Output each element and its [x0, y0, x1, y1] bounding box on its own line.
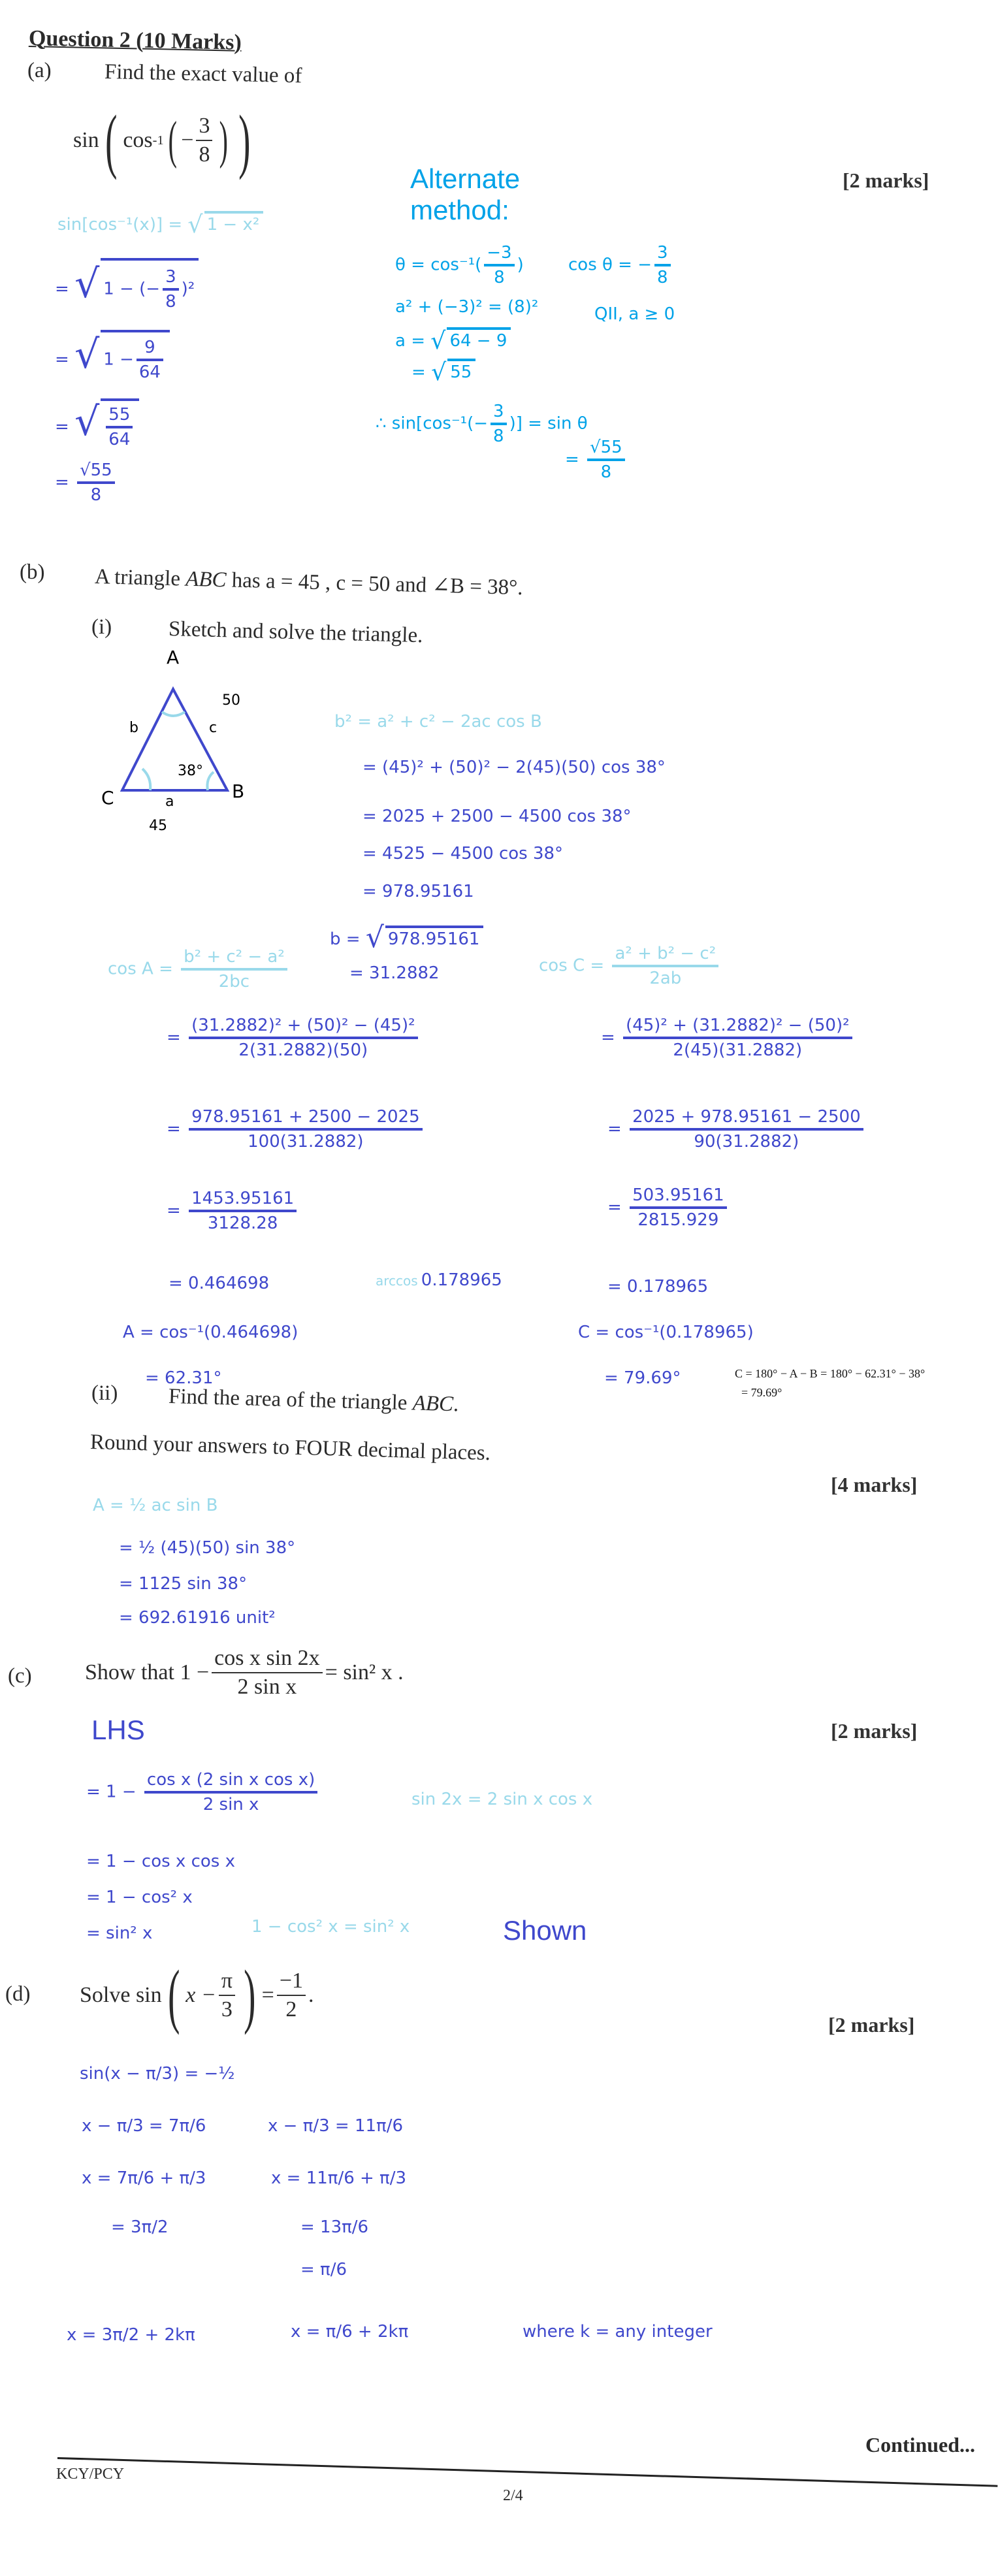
angle-a-inverse: A = cos⁻¹(0.464698) [123, 1323, 298, 1342]
alternate-method-heading: Alternate method: [410, 163, 521, 225]
cos-a-step-1: = $\frac{\text{(31.2882)² + (50)² − (45)²}}{2(31.2882)(50)}$ [167, 1016, 421, 1060]
cos-c-step-3: = $\frac{503.95161}{2815.929}$ [607, 1185, 730, 1230]
loc-step-1: = (45)² + (50)² − 2(45)(50) cos 38° [362, 758, 666, 777]
loc-step-4: = 978.95161 [362, 882, 474, 901]
law-of-cosines-formula: b² = a² + c² − 2ac cos B [334, 712, 542, 732]
part-d-first-line: sin(x − π/3) = −½ [80, 2064, 235, 2084]
angle-c-result: = 79.69° [604, 1368, 681, 1388]
fraction: $\frac{3}{8}$ [196, 114, 212, 167]
cos-c-value: = 0.178965 [607, 1277, 709, 1296]
side-a-value: 45 [149, 818, 167, 834]
cos-c-step-1: = $\frac{\text{(45)² + (31.2882)² − (50)²}}{2(45)(31.2882)}$ [601, 1016, 855, 1060]
area-step-3: = 692.61916 unit² [119, 1608, 276, 1628]
part-b-ii-label: (ii) [91, 1381, 118, 1405]
angle-b-label: 38° [178, 763, 203, 779]
part-a-step-3: = √ $\frac{55}{64}$ [55, 398, 139, 449]
side-c-value: 50 [222, 692, 240, 709]
cos-a-formula: cos A = $\frac{\text{b² + c² − a²}}{2bc}$ [108, 947, 290, 991]
left-step-3: = 3π/2 [111, 2217, 169, 2237]
left-step-1: x − π/3 = 7π/6 [82, 2116, 206, 2136]
part-c-label: (c) [8, 1664, 32, 1688]
page-number: 2/4 [503, 2487, 523, 2504]
part-b-label: (b) [20, 560, 45, 584]
right-step-3: = 13π/6 [300, 2217, 369, 2237]
alt-sqrt55: = √ 55 [411, 358, 475, 386]
arccos-note: arccos 0.178965 [376, 1270, 502, 1290]
footer-divider [57, 2457, 997, 2487]
area-step-2: = 1125 sin 38° [119, 1574, 248, 1594]
part-d-label: (d) [5, 1982, 31, 2006]
pythagorean-note: 1 − cos² x = sin² x [251, 1917, 410, 1937]
vertex-a-label: A [167, 647, 180, 668]
lhs-label: LHS [91, 1715, 145, 1745]
alt-therefore: ∴ sin[cos⁻¹(− $\frac{3}{8}$ )] = sin θ [376, 402, 588, 446]
shown-label: Shown [503, 1915, 587, 1946]
side-a-label: a [165, 794, 174, 810]
right-step-2: x = 11π/6 + π/3 [271, 2168, 407, 2188]
part-b-i-prompt: Sketch and solve the triangle. [168, 617, 423, 648]
footer-code: KCY/PCY [56, 2466, 125, 2483]
part-d-prompt: Solve sin ( x − $\frac{\pi}{3}$ ) = $\frac{-1}{2}$ . [80, 1956, 314, 2035]
rounding-instruction: Round your answers to FOUR decimal places. [89, 1430, 491, 1466]
integer-note: where k = any integer [523, 2322, 713, 2342]
part-a-label: (a) [27, 59, 52, 82]
alt-pythagoras: a² + (−3)² = (8)² [395, 297, 539, 317]
part-b-i-label: (i) [91, 615, 112, 639]
part-a-prompt: Find the exact value of [104, 60, 302, 88]
part-c-marks: [2 marks] [831, 1719, 918, 1743]
part-c-prompt: Show that 1 − $\frac{\text{cos x sin 2x}}{\text{2 sin x}}$ = sin² x . [85, 1646, 404, 1699]
angle-a-result: = 62.31° [145, 1368, 222, 1388]
part-a-step-2: = √ 1 − $\frac{9}{64}$ [55, 330, 170, 382]
part-d-marks: [2 marks] [828, 2013, 915, 2037]
alt-cos-theta: cos θ = − $\frac{3}{8}$ [568, 243, 673, 287]
vertex-b-label: B [232, 781, 245, 802]
double-angle-note: sin 2x = 2 sin x cos x [411, 1790, 593, 1809]
alt-result: = $\frac{√55}{8}$ [565, 438, 628, 482]
part-b-ii-prompt: Find the area of the triangle ABC. [168, 1385, 459, 1417]
side-c-label: c [209, 720, 217, 736]
area-formula: A = ½ ac sin B [93, 1496, 218, 1515]
angle-c-check-line-1: C = 180° − A − B = 180° − 62.31° − 38° [735, 1367, 926, 1380]
angle-c-inverse: C = cos⁻¹(0.178965) [578, 1323, 754, 1342]
loc-step-3: = 4525 − 4500 cos 38° [362, 844, 564, 863]
cos-a-step-2: = $\frac{978.95161 + 2500 - 2025}{100(31.2882)}$ [167, 1107, 425, 1151]
cos-c-formula: cos C = $\frac{\text{a² + b² − c²}}{2ab}$ [539, 944, 721, 988]
question-title: Question 2 (10 Marks) [28, 26, 242, 55]
alt-theta-def: θ = cos⁻¹( $\frac{-3}{8}$ ) [395, 243, 524, 287]
part-c-step-2: = 1 − cos x cos x [86, 1852, 235, 1871]
part-b-ii-marks: [4 marks] [831, 1473, 918, 1496]
part-a-marks: [2 marks] [843, 169, 929, 192]
area-step-1: = ½ (45)(50) sin 38° [119, 1538, 296, 1558]
cos-a-value: = 0.464698 [169, 1274, 270, 1293]
sin-func: sin [73, 128, 99, 152]
continued-label: Continued... [865, 2433, 976, 2456]
alt-quadrant-note: QII, a ≥ 0 [594, 304, 675, 324]
left-step-2: x = 7π/6 + π/3 [82, 2168, 206, 2188]
right-step-4: = π/6 [300, 2260, 347, 2279]
general-solution-left: x = 3π/2 + 2kπ [67, 2325, 195, 2345]
part-c-step-4: = sin² x [86, 1924, 153, 1943]
cos-func: cos [123, 128, 153, 152]
angle-c-check-line-2: = 79.69° [741, 1386, 782, 1399]
part-b-prompt: A triangle ABC has a = 45 , c = 50 and ∠B = 38°. [94, 565, 523, 600]
loc-step-2: = 2025 + 2500 − 4500 cos 38° [362, 807, 632, 826]
cos-c-step-2: = $\frac{2025 + 978.95161 - 2500}{90(31.2882)}$ [607, 1107, 866, 1151]
alt-a-sqrt: a = √ 64 − 9 [395, 327, 511, 355]
right-step-1: x − π/3 = 11π/6 [268, 2116, 404, 2136]
cos-a-step-3: = $\frac{1453.95161}{3128.28}$ [167, 1189, 299, 1233]
part-a-step-1: = √ 1 − (− $\frac{3}{8}$ )² [55, 258, 199, 312]
vertex-c-label: C [101, 787, 114, 809]
identity-note: sin[cos⁻¹(x)] = √ 1 − x² [57, 210, 263, 238]
part-c-step-3: = 1 − cos² x [86, 1888, 193, 1907]
general-solution-right: x = π/6 + 2kπ [291, 2322, 409, 2342]
b-value: = 31.2882 [349, 963, 440, 983]
part-c-step-1: = 1 − $\frac{\text{cos x (2 sin x cos x)}}{\text{2 sin x}}$ [86, 1770, 320, 1814]
part-a-expression: sin ( cos -1 ( − $\frac{3}{8}$ ) ) [73, 101, 251, 180]
part-a-step-4: = $\frac{√55}{8}$ [55, 460, 118, 505]
b-sqrt: b = √ 978.95161 [330, 921, 483, 954]
side-b-label: b [129, 720, 138, 736]
